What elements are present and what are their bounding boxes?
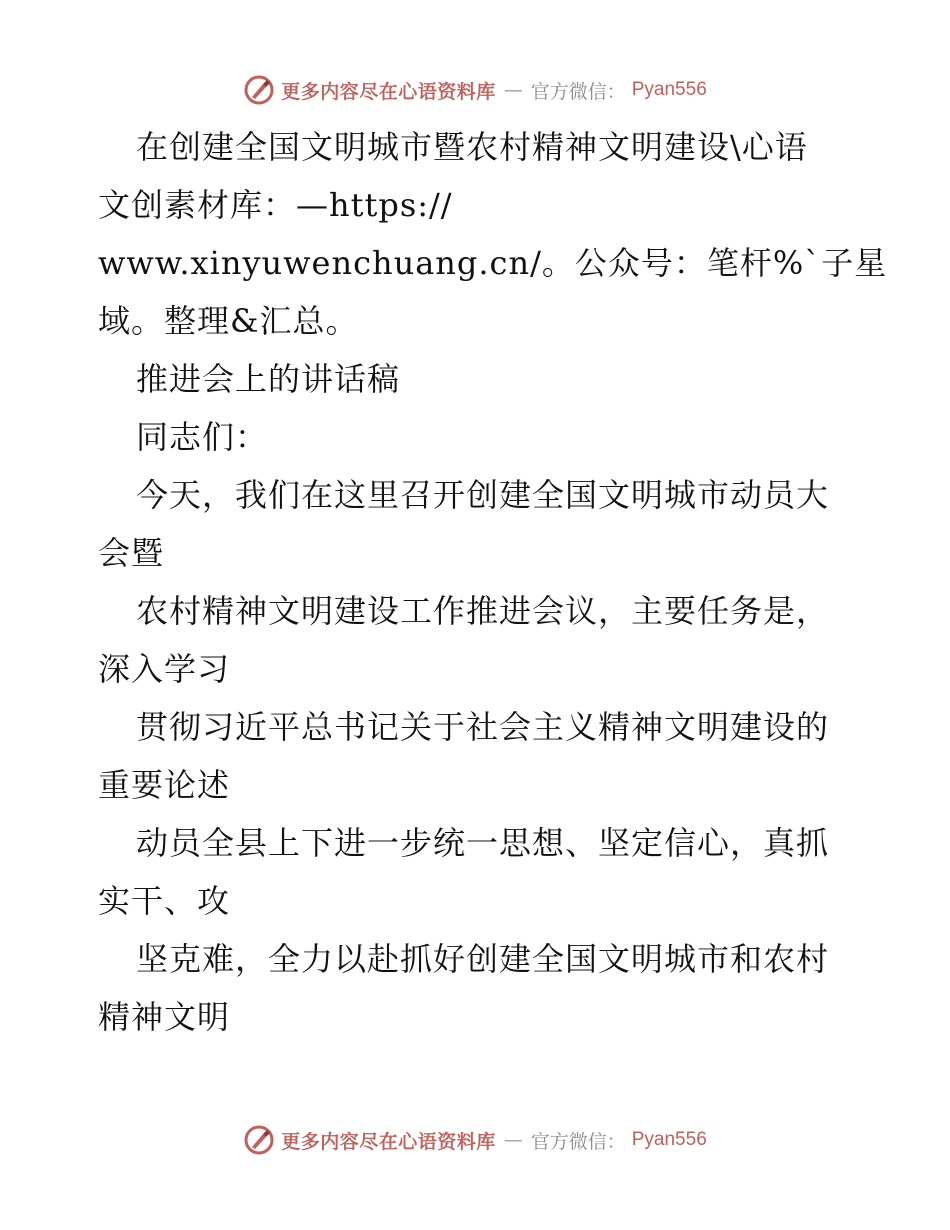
text-line: 推进会上的讲话稿 xyxy=(136,360,401,398)
banner-text: 更多内容尽在心语资料库 xyxy=(281,1130,496,1153)
banner-label: 官方微信： xyxy=(530,80,626,103)
text-line: 今天，我们在这里召开创建全国文明城市动员大 xyxy=(136,476,830,514)
text-line: 实干、攻 xyxy=(98,882,231,920)
pen-logo-icon xyxy=(243,1124,275,1156)
text-line: 坚克难，全力以赴抓好创建全国文明城市和农村 xyxy=(136,940,830,978)
banner-dash: — xyxy=(503,79,523,101)
text-line: 精神文明 xyxy=(98,998,231,1036)
banner-label: 官方微信： xyxy=(530,1130,626,1153)
text-line: 贯彻习近平总书记关于社会主义精神文明建设的 xyxy=(136,708,830,746)
banner-wechat-id: Pyan556 xyxy=(631,1129,707,1150)
text-line: 动员全县上下进一步统一思想、坚定信心，真抓 xyxy=(136,824,830,862)
pen-logo-icon xyxy=(243,74,275,106)
text-line: www.xinyuwenchuang.cn/。公众号：笔杆%`子星 xyxy=(98,244,888,282)
document-body xyxy=(98,118,888,1046)
footer-banner xyxy=(0,1120,950,1160)
text-line: 域。整理&汇总。 xyxy=(98,302,359,340)
text-line: 在创建全国文明城市暨农村精神文明建设\心语 xyxy=(136,128,808,166)
header-banner xyxy=(0,70,950,110)
text-line: 会暨 xyxy=(98,534,165,572)
text-line: 重要论述 xyxy=(98,766,231,804)
text-line: 文创素材库：—https:// xyxy=(98,186,453,224)
banner-dash: — xyxy=(503,1129,523,1151)
text-line: 农村精神文明建设工作推进会议，主要任务是， xyxy=(136,592,830,630)
banner-wechat-id: Pyan556 xyxy=(631,79,707,100)
banner-text: 更多内容尽在心语资料库 xyxy=(281,80,496,103)
text-line: 同志们： xyxy=(136,418,269,456)
text-line: 深入学习 xyxy=(98,650,231,688)
